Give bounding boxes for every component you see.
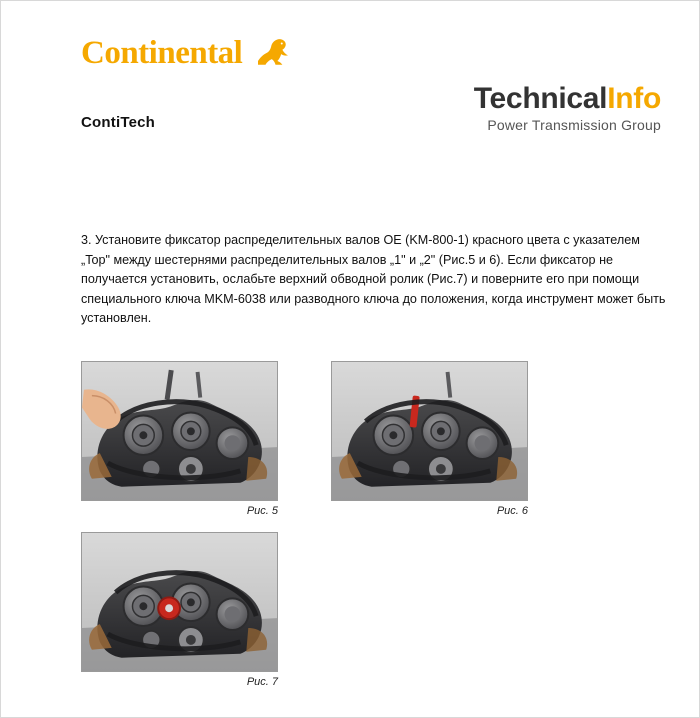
- technical-info-word-info: Info: [607, 82, 661, 115]
- figure-5-image: [81, 361, 278, 501]
- contitech-wordmark: ContiTech: [81, 114, 156, 131]
- engine-photo-6: [332, 362, 527, 501]
- figure-5: [81, 361, 278, 517]
- technical-info-subtitle: Power Transmission Group: [487, 117, 661, 133]
- instruction-paragraph: 3. Установите фиксатор распределительных валов ОЕ (KM-800-1) красного цвета с указателем „Top" между шестернями распределительных валов „1" и „2" (Рис.5 и 6). Если фиксатор не получается установить, ослабьте верхний обводной ролик (Рис.7) и поверните его при помощи специального ключа MKM-6038 или разводного ключа до положения, когда инструмент может быть установлен.: [81, 233, 666, 325]
- prancing-horse-icon: [254, 36, 292, 66]
- figure-7-image: [81, 532, 278, 672]
- figure-5-caption: Рис. 5: [246, 505, 278, 517]
- technical-info-block: [331, 83, 661, 133]
- continental-wordmark: Continental: [81, 35, 243, 71]
- technical-info-word-technical: Technical: [473, 82, 608, 115]
- figure-6-caption: Рис. 6: [496, 505, 528, 517]
- figure-6-image: [331, 361, 528, 501]
- continental-logo: [81, 34, 371, 74]
- figure-6: [331, 361, 528, 517]
- figure-7-caption: Рис. 7: [246, 676, 278, 688]
- engine-photo-5: [82, 362, 277, 501]
- technical-info-title: [331, 83, 661, 115]
- engine-photo-7: [82, 533, 277, 672]
- figure-7: [81, 532, 278, 688]
